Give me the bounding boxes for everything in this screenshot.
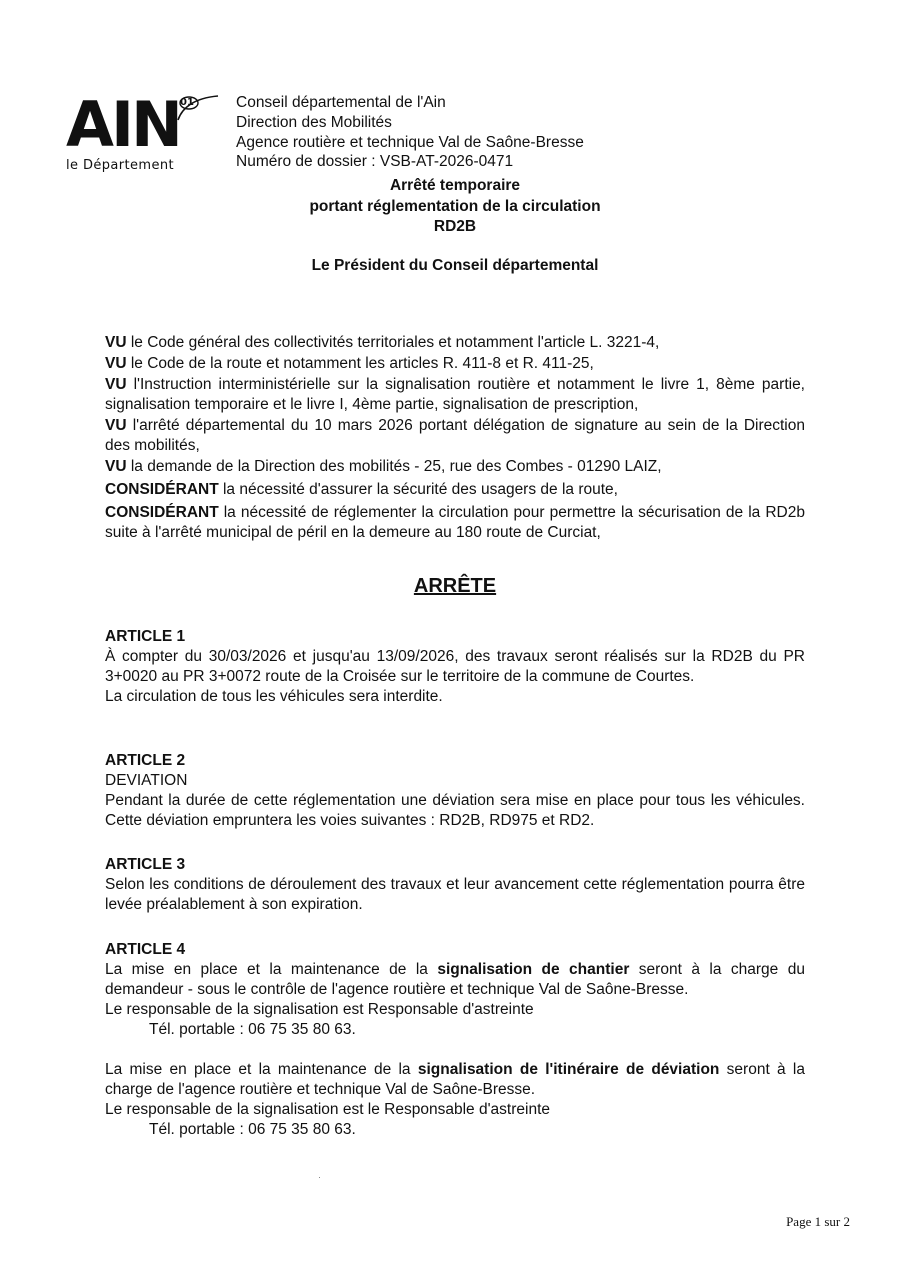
article-title: ARTICLE 2: [105, 752, 186, 769]
title-line-1: Arrêté temporaire: [389, 177, 521, 194]
phone-line: Tél. portable : 06 75 35 80 63.: [149, 1021, 356, 1038]
header-line: Numéro de dossier : VSB-AT-2026-0471: [236, 153, 514, 171]
article-paragraph: La mise en place et la maintenance de la signalisation de chantier seront à la charge du demandeur - sous le contrôle de l'agence routière et technique Val de Saône-Bresse.: [105, 961, 805, 998]
visas-block: [105, 333, 805, 543]
header-line: Direction des Mobilités: [236, 113, 392, 131]
article-paragraph: Le responsable de la signalisation est Responsable d'astreinte: [105, 1001, 534, 1018]
header-address-block: [236, 93, 584, 172]
article-1: [105, 627, 805, 707]
visa-item: VU l'Instruction interministérielle sur la signalisation routière et notamment le livre 1, 8ème partie, signalisation temporaire et le livre I, 4ème partie, signalisation de prescription,: [105, 376, 805, 413]
phone-line: Tél. portable : 06 75 35 80 63.: [149, 1121, 356, 1138]
president-title: Le Président du Conseil départemental: [311, 257, 599, 274]
article-title: ARTICLE 3: [105, 856, 186, 873]
consideration-item: CONSIDÉRANT la nécessité d'assurer la sécurité des usagers de la route,: [105, 481, 618, 498]
document-title: [0, 176, 900, 238]
consideration-item: CONSIDÉRANT la nécessité de réglementer la circulation pour permettre la sécurisation de la RD2b suite à l'arrêté municipal de péril en la demeure au 180 route de Curciat,: [105, 504, 805, 541]
visa-item: VU l'arrêté départemental du 10 mars 2026 portant délégation de signature au sein de la Direction des mobilités,: [105, 417, 805, 454]
article-paragraph: Selon les conditions de déroulement des travaux et leur avancement cette réglementation pourra être levée préalablement à son expiration.: [105, 876, 805, 913]
header-line: Conseil départemental de l'Ain: [236, 94, 446, 111]
article-title: ARTICLE 4: [105, 941, 186, 958]
title-line-2: portant réglementation de la circulation: [309, 197, 601, 215]
article-2: [105, 751, 805, 831]
title-line-3: RD2B: [433, 218, 477, 235]
article-subtitle: DEVIATION: [105, 772, 188, 789]
page-number: Page 1 sur 2: [786, 1214, 850, 1229]
article-paragraph: La mise en place et la maintenance de la signalisation de l'itinéraire de déviation seront à la charge de l'agence routière et technique Val de Saône-Bresse.: [105, 1061, 805, 1098]
logo-department-code: 01: [180, 97, 194, 108]
visa-item: VU le Code général des collectivités territoriales et notamment l'article L. 3221-4,: [105, 334, 660, 351]
scan-speck: [319, 1177, 320, 1178]
logo-subtitle: le Département: [66, 158, 175, 173]
arrete-heading: ARRÊTE: [413, 575, 497, 597]
article-3: [105, 855, 805, 915]
visa-item: VU la demande de la Direction des mobilités - 25, rue des Combes - 01290 LAIZ,: [105, 458, 662, 475]
department-logo: [66, 88, 226, 178]
article-4: [105, 940, 805, 1140]
article-title: ARTICLE 1: [105, 628, 186, 645]
logo-ain-text: AIN: [66, 88, 180, 161]
visa-item: VU le Code de la route et notamment les articles R. 411-8 et R. 411-25,: [105, 355, 594, 372]
article-paragraph: À compter du 30/03/2026 et jusqu'au 13/09/2026, des travaux seront réalisés sur la RD2B du PR 3+0020 au PR 3+0072 route de la Croisée sur le territoire de la commune de Courtes.: [105, 648, 805, 685]
header-line: Agence routière et technique Val de Saône-Bresse: [236, 133, 584, 151]
article-paragraph: La circulation de tous les véhicules sera interdite.: [105, 688, 443, 705]
article-paragraph: Le responsable de la signalisation est le Responsable d'astreinte: [105, 1101, 550, 1118]
article-paragraph: Pendant la durée de cette réglementation une déviation sera mise en place pour tous les véhicules. Cette déviation empruntera les voies suivantes : RD2B, RD975 et RD2.: [105, 792, 805, 829]
